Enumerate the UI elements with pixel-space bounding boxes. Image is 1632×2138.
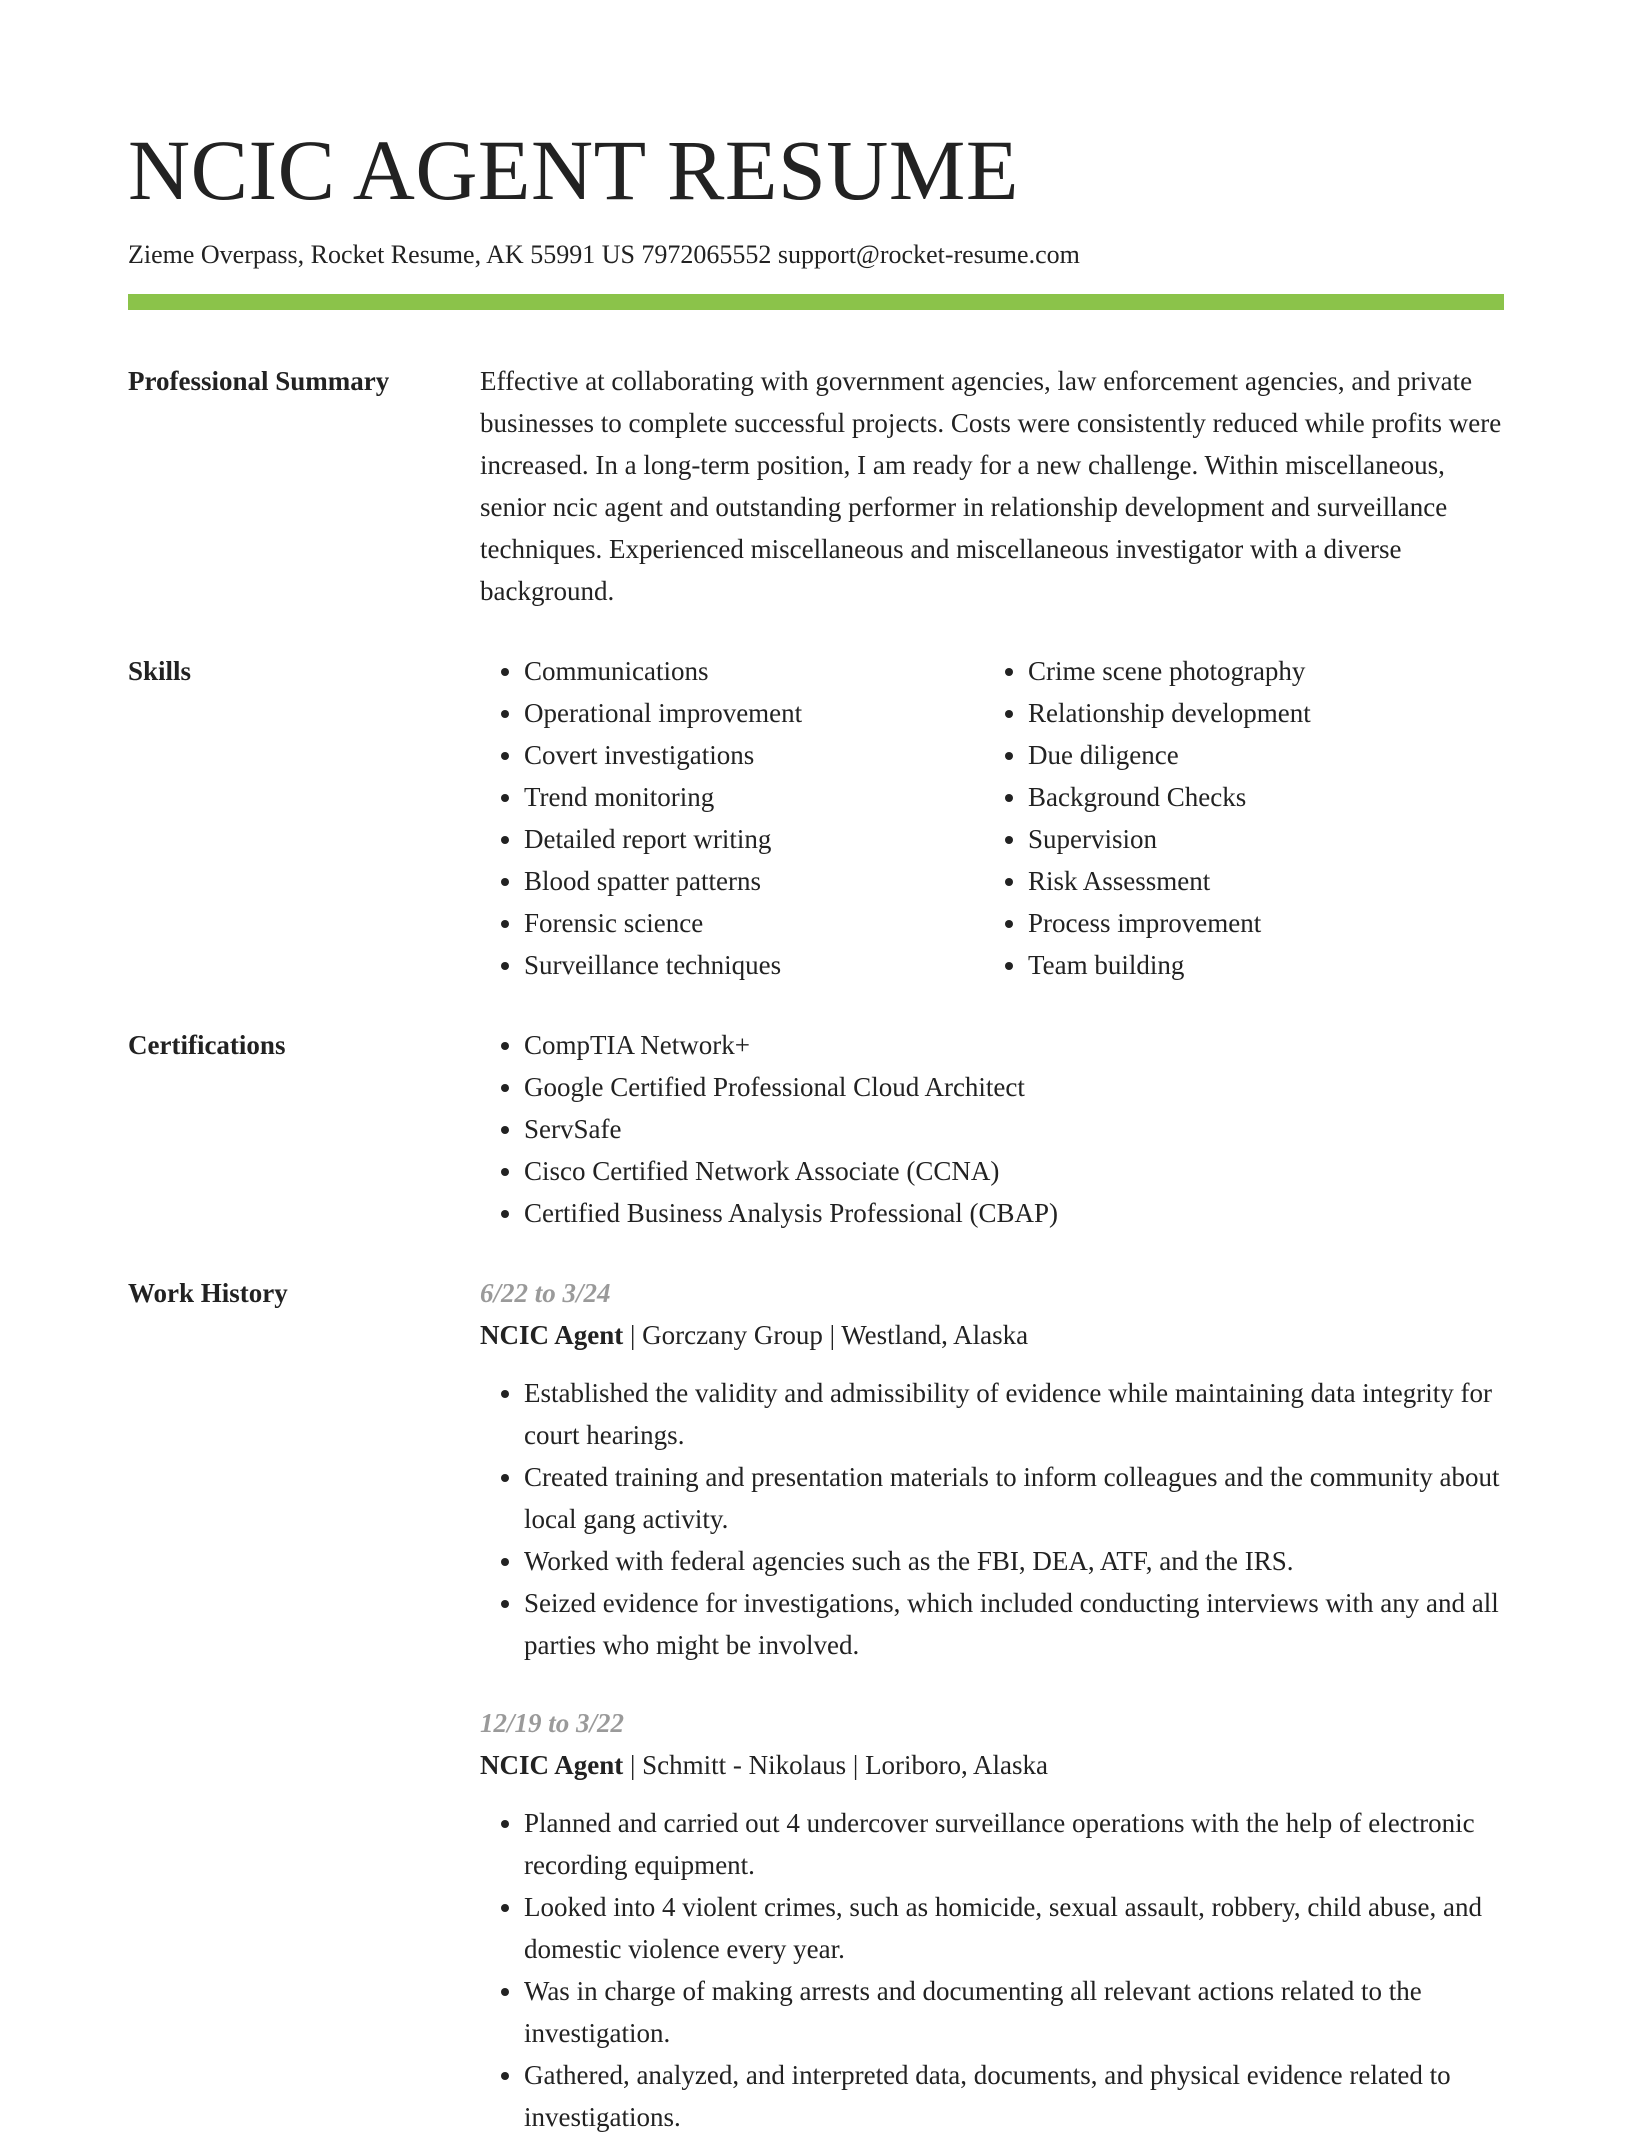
- job-title: NCIC Agent: [480, 1750, 624, 1780]
- certifications-body: [480, 1024, 1504, 1234]
- certification-item: • Cisco Certified Network Associate (CCNA): [524, 1150, 1504, 1192]
- section-title-skills: Skills: [128, 656, 192, 686]
- certification-item: • Certified Business Analysis Professional (CBAP): [524, 1192, 1504, 1234]
- job-bullet: • Seized evidence for investigations, which included conducting interviews with any and all parties who might be involved.: [524, 1582, 1504, 1666]
- job-employer-location: | Schmitt - Nikolaus | Loriboro, Alaska: [623, 1750, 1049, 1780]
- skill-item: • Due diligence: [1028, 734, 1488, 776]
- professional-summary-section: [128, 360, 1504, 612]
- skills-column-left: [480, 650, 984, 986]
- job-entry: [480, 1272, 1504, 1666]
- skill-item: • Team building: [1028, 944, 1488, 986]
- job-bullet: • Planned and carried out 4 undercover surveillance operations with the help of electronic recording equipment.: [524, 1802, 1504, 1886]
- section-title-work-history: Work History: [128, 1278, 288, 1308]
- section-title-summary: Professional Summary: [128, 366, 390, 396]
- skill-item: • Relationship development: [1028, 692, 1488, 734]
- skill-item: • Detailed report writing: [524, 818, 984, 860]
- skill-item: • Process improvement: [1028, 902, 1488, 944]
- certification-item: • Google Certified Professional Cloud Architect: [524, 1066, 1504, 1108]
- summary-body: [480, 360, 1504, 612]
- certifications-list: [480, 1024, 1504, 1234]
- skills-list-left: [480, 650, 984, 986]
- job-bullets: [480, 1372, 1504, 1666]
- skill-item: • Blood spatter patterns: [524, 860, 984, 902]
- job-employer-location: | Gorczany Group | Westland, Alaska: [623, 1320, 1029, 1350]
- job-bullet: • Established the validity and admissibility of evidence while maintaining data integrity for court hearings.: [524, 1372, 1504, 1456]
- skill-item: • Covert investigations: [524, 734, 984, 776]
- skills-grid: [480, 650, 1504, 986]
- job-dates: 12/19 to 3/22: [480, 1708, 625, 1738]
- skill-item: • Supervision: [1028, 818, 1488, 860]
- skill-item: • Forensic science: [524, 902, 984, 944]
- job-bullets: [480, 1802, 1504, 2138]
- certification-item: • ServSafe: [524, 1108, 1504, 1150]
- skills-column-right: [984, 650, 1488, 986]
- resume-title: NCIC AGENT RESUME: [128, 122, 1019, 218]
- certification-item: • CompTIA Network+: [524, 1024, 1504, 1066]
- job-bullet: • Looked into 4 violent crimes, such as homicide, sexual assault, robbery, child abuse, and domestic violence every year.: [524, 1886, 1504, 1970]
- skill-item: • Trend monitoring: [524, 776, 984, 818]
- job-entry: [480, 1702, 1504, 2138]
- job-heading: [480, 1744, 1504, 1786]
- skills-list-right: [984, 650, 1488, 986]
- work-history-section: [128, 1272, 1504, 2138]
- skills-section: [128, 650, 1504, 986]
- job-title: NCIC Agent: [480, 1320, 624, 1350]
- job-bullet: • Created training and presentation materials to inform colleagues and the community about local gang activity.: [524, 1456, 1504, 1540]
- skill-item: • Communications: [524, 650, 984, 692]
- skill-item: • Operational improvement: [524, 692, 984, 734]
- summary-text: Effective at collaborating with government agencies, law enforcement agencies, and private businesses to complete successful projects. Costs were consistently reduced while profits were increased. In a long-term position, I am ready for a new challenge. Within miscellaneous, senior ncic agent and outstanding performer in relationship development and surveillance techniques. Experienced miscellaneous and miscellaneous investigator with a diverse background.: [480, 366, 1502, 606]
- skill-item: • Background Checks: [1028, 776, 1488, 818]
- job-bullet: • Was in charge of making arrests and documenting all relevant actions related to the investigation.: [524, 1970, 1504, 2054]
- accent-divider: [128, 294, 1504, 310]
- skill-item: • Surveillance techniques: [524, 944, 984, 986]
- job-bullet: • Worked with federal agencies such as the FBI, DEA, ATF, and the IRS.: [524, 1540, 1504, 1582]
- job-bullet: • Gathered, analyzed, and interpreted data, documents, and physical evidence related to investigations.: [524, 2054, 1504, 2138]
- certifications-section: [128, 1024, 1504, 1234]
- skill-item: • Risk Assessment: [1028, 860, 1488, 902]
- job-heading: [480, 1314, 1504, 1356]
- contact-line: Zieme Overpass, Rocket Resume, AK 55991 US 7972065552 support@rocket-resume.com: [128, 240, 1080, 269]
- skill-item: • Crime scene photography: [1028, 650, 1488, 692]
- work-history-body: [480, 1272, 1504, 2138]
- job-dates: 6/22 to 3/24: [480, 1278, 611, 1308]
- section-title-certifications: Certifications: [128, 1030, 286, 1060]
